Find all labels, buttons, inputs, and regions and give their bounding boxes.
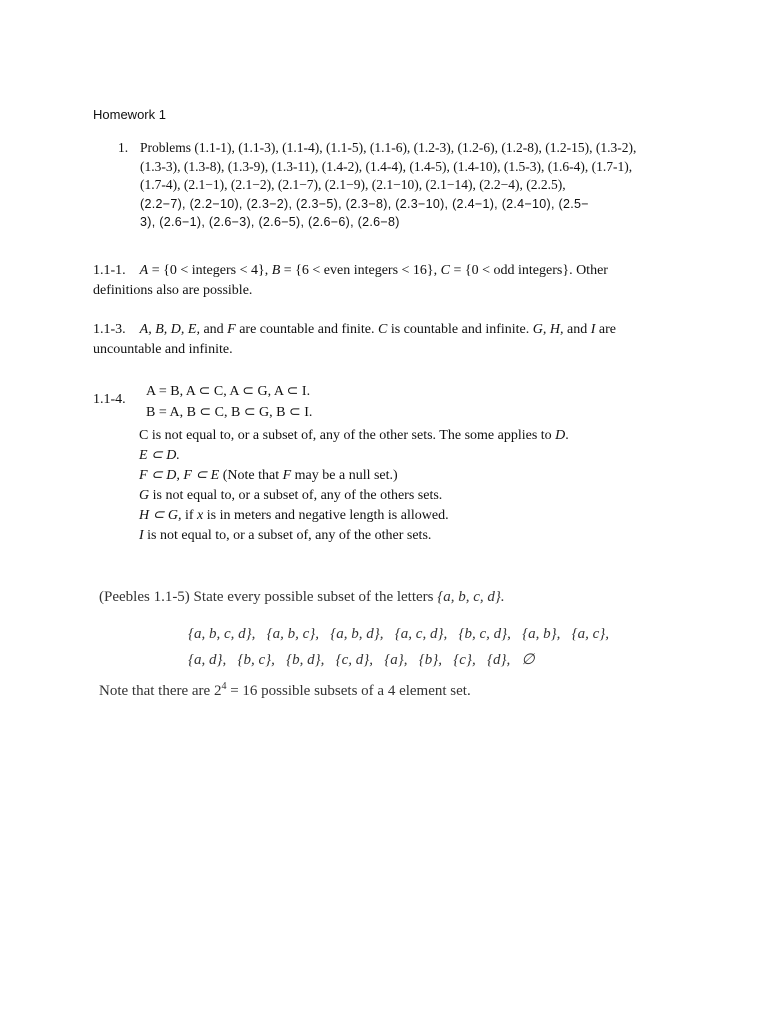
and-text: and [203, 322, 224, 337]
answer-1-1-1: 1.1-1. A = {0 < integers < 4}, B = {6 < even integers < 16}, C = {0 < odd integers}. Other definitions also are possible. [93, 261, 608, 301]
set-b-def: {6 < even integers < 16} [295, 263, 434, 278]
note-line: E ⊂ D. [139, 448, 180, 463]
finite-sets: A, B, D, E, [139, 322, 200, 337]
note-line: C is not equal to, or a subset of, any of the other sets. The some applies to D. [139, 428, 569, 443]
relation-line: B = A, B ⊂ C, B ⊂ G, B ⊂ I. [146, 405, 313, 420]
uncountable-sets: G, H, [532, 322, 564, 337]
set-f: F [227, 322, 236, 337]
answer-tail: . Other [569, 263, 608, 278]
problems-line: Problems (1.1-1), (1.1-3), (1.1-4), (1.1-5), (1.1-6), (1.2-3), (1.2-6), (1.2-8), (1.2-15), (1.3-2), [140, 140, 637, 155]
problem-number: 1. [118, 140, 129, 155]
answer-line2: definitions also are possible. [93, 283, 253, 298]
problems-line: 3), (2.6−1), (2.6−3), (2.6−5), (2.6−6), (2.6−8) [140, 215, 400, 229]
answer-1-1-4-notes [139, 426, 569, 546]
answer-label: 1.1-3. [93, 322, 126, 337]
set-i: I [590, 322, 596, 337]
peebles-heading: (Peebles 1.1-5) State every possible subset of the letters {a, b, c, d}. [99, 589, 505, 605]
note-line: G is not equal to, or a subset of, any of the others sets. [139, 488, 443, 503]
answer-line2: uncountable and infinite. [93, 342, 233, 357]
page-title: Homework 1 [93, 107, 166, 122]
problems-line: (1.7-4), (2.1−1), (2.1−2), (2.1−7), (2.1−9), (2.1−10), (2.1−14), (2.2−4), (2.2.5), [140, 177, 566, 192]
subset-count-note: Note that there are $2^4 = 16$ possible subsets of a 4 element set. [99, 681, 471, 699]
answer-label-1-1-4: 1.1-4. [93, 392, 126, 407]
subset-line: {a, b, c, d}, {a, b, c}, {a, b, d}, {a, c, d}, {b, c, d}, {a, b}, {a, c}, [188, 626, 610, 642]
set-a-def: {0 < integers < 4} [163, 263, 265, 278]
answer-1-1-3 [93, 320, 616, 360]
answer-1-1-4-relations [146, 381, 312, 423]
relation-line: A = B, A ⊂ C, A ⊂ G, A ⊂ I. [146, 384, 311, 399]
are-text: are [598, 322, 616, 337]
set-c: C [378, 322, 388, 337]
note-line: H ⊂ G, if x is in meters and negative length is allowed. [139, 508, 449, 523]
set-c-def: {0 < odd integers} [464, 263, 570, 278]
answer-label: 1.1-1. [93, 263, 126, 278]
note-line: F ⊂ D, F ⊂ E (Note that F may be a null set.) [139, 468, 398, 483]
problems-line: (2.2−7), (2.2−10), (2.3−2), (2.3−5), (2.3−8), (2.3−10), (2.4−1), (2.4−10), (2.5− [140, 196, 589, 211]
problems-line: (1.3-3), (1.3-8), (1.3-9), (1.3-11), (1.4-2), (1.4-4), (1.4-5), (1.4-10), (1.5-3), (1.6-4), (1.7-1), [140, 158, 633, 174]
subset-line: {a, d}, {b, c}, {b, d}, {c, d}, {a}, {b}, {c}, {d}, ∅ [188, 652, 535, 668]
and-text: and [567, 322, 588, 337]
subset-list [188, 621, 609, 673]
problems-list [118, 139, 678, 232]
finite-text: are countable and finite. [239, 322, 375, 337]
note-line: I is not equal to, or a subset of, any of the other sets. [139, 528, 432, 543]
c-text: is countable and infinite. [390, 322, 530, 337]
